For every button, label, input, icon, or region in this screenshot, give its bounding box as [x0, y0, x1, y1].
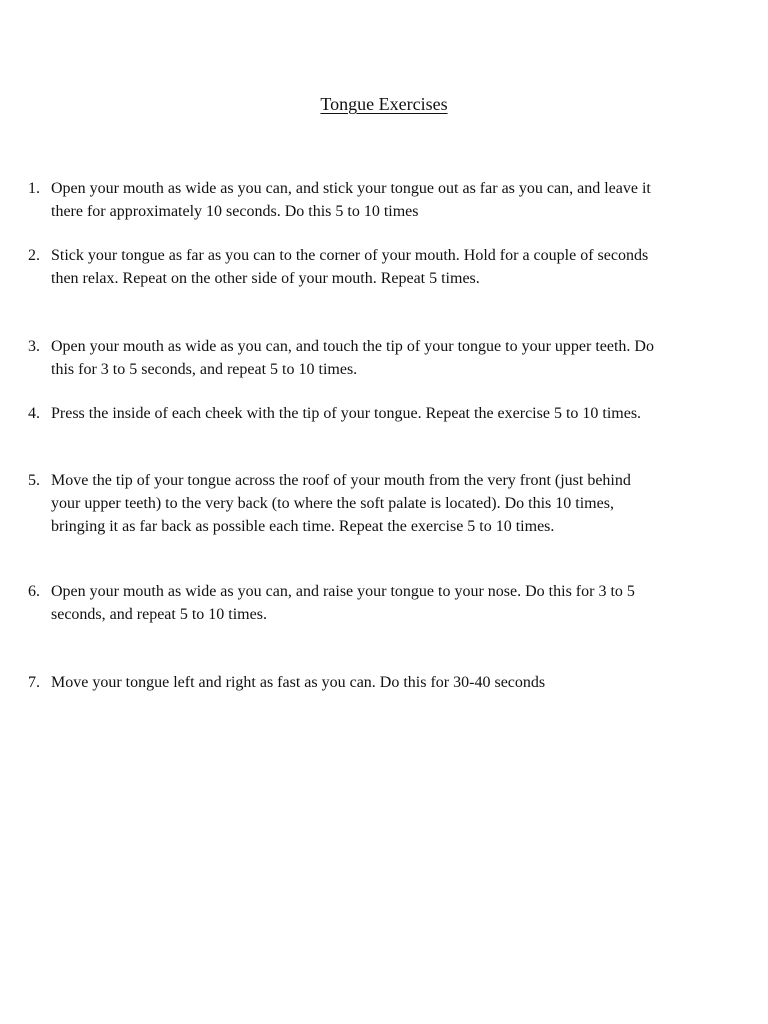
- list-item-text: Press the inside of each cheek with the tip of your tongue. Repeat the exercise 5 to 10 times.: [51, 405, 642, 422]
- list-item-text: Open your mouth as wide as you can, and stick your tongue out as far as you can, and leave it there for approximately 10 seconds. Do this 5 to 10 times: [51, 180, 651, 220]
- list-item-number: 2.: [28, 247, 40, 264]
- list-item-text: Move the tip of your tongue across the roof of your mouth from the very front (just behind your upper teeth) to the very back (to where the soft palate is located). Do this 10 times, bringing it as far back as possible each time. Repeat the exercise 5 to 10 times.: [51, 472, 631, 535]
- list-item-number: 3.: [28, 338, 40, 355]
- list-item-number: 5.: [28, 472, 40, 489]
- list-item-text: Open your mouth as wide as you can, and touch the tip of your tongue to your upper teeth. Do this for 3 to 5 seconds, and repeat 5 to 10 times.: [51, 338, 654, 378]
- list-item-text: Open your mouth as wide as you can, and raise your tongue to your nose. Do this for 3 to 5 seconds, and repeat 5 to 10 times.: [51, 583, 635, 623]
- list-item-text: Move your tongue left and right as fast as you can. Do this for 30-40 seconds: [51, 674, 546, 691]
- list-item-number: 6.: [28, 583, 40, 600]
- list-item-number: 7.: [28, 674, 40, 691]
- list-item-number: 1.: [28, 180, 40, 197]
- document-title: Tongue Exercises: [320, 94, 448, 114]
- list-item-number: 4.: [28, 405, 40, 422]
- list-item-text: Stick your tongue as far as you can to the corner of your mouth. Hold for a couple of seconds then relax. Repeat on the other side of your mouth. Repeat 5 times.: [51, 247, 649, 287]
